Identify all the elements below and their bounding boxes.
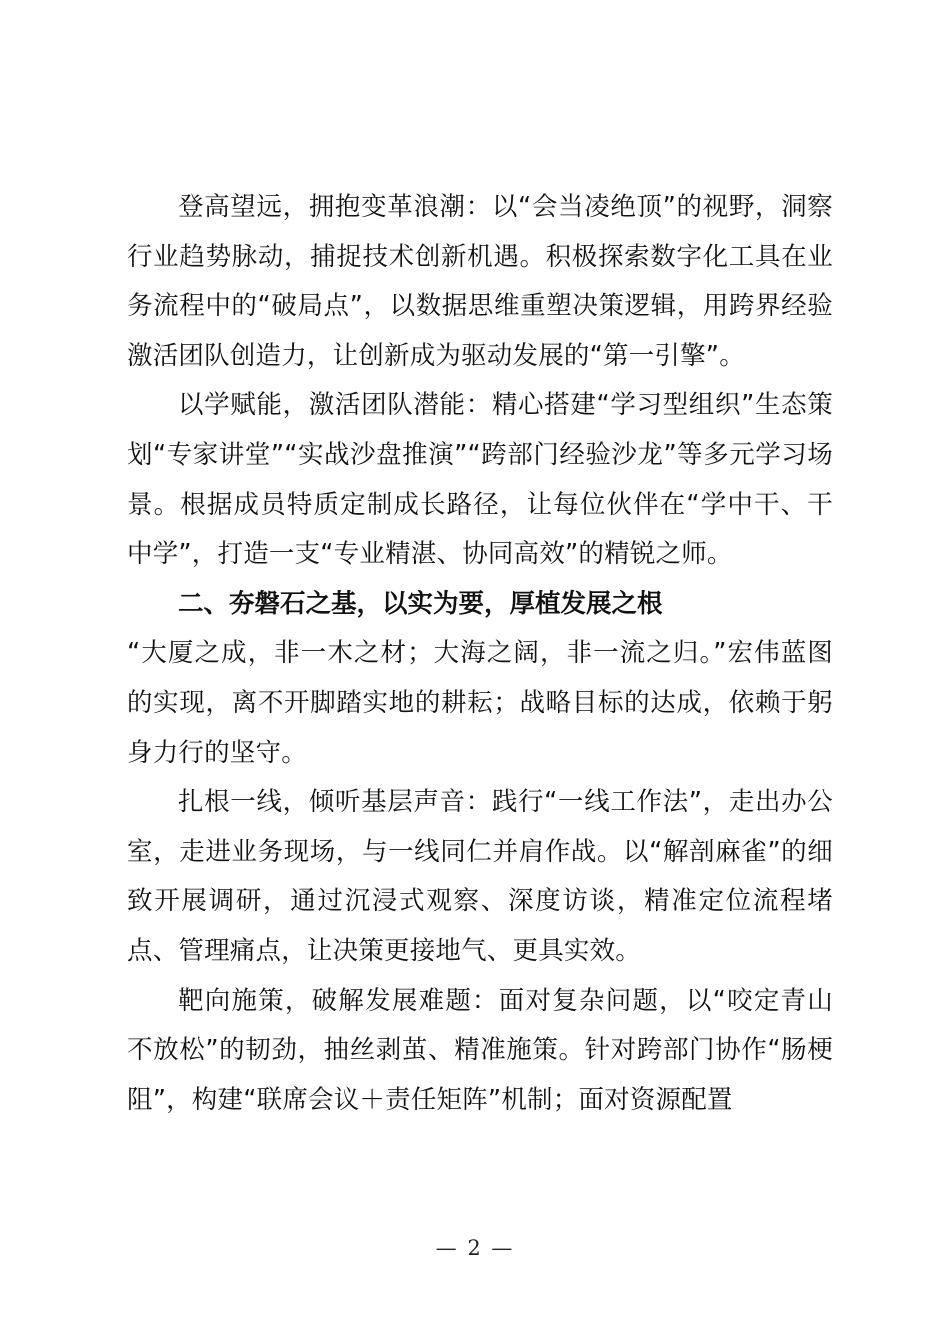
section-heading: 二、夯磐石之基，以实为要，厚植发展之根 <box>178 588 663 619</box>
paragraph-innovation: 登高望远，拥抱变革浪潮：以“会当凌绝顶”的视野，洞察行业趋势脉动，捕捉技术创新机遇。积极探索数字化工具在业务流程中的“破局点”，以数据思维重塑决策逻辑，用跨界经验激活团队创造力，让创新成为驱动发展的“第一引擎”。 <box>127 192 833 371</box>
paragraph-learning: 以学赋能，激活团队潜能：精心搭建“学习型组织”生态策划“专家讲堂”“实战沙盘推演”“跨部门经验沙龙”等多元学习场景。根据成员特质定制成长路径，让每位伙伴在“学中干、干中学”，打造一支“专业精湛、协同高效”的精锐之师。 <box>127 390 833 570</box>
document-body <box>127 183 833 1125</box>
paragraph-quote: “大厦之成，非一木之材；大海之阔，非一流之归。”宏伟蓝图的实现，离不开脚踏实地的耕耘；战略目标的达成，依赖于躬身力行的坚守。 <box>127 638 833 768</box>
paragraph-targeted-measures: 靶向施策，破解发展难题：面对复杂问题，以“咬定青山不放松”的韧劲，抽丝剥茧、精准施策。针对跨部门协作“肠梗阻”，构建“联席会议＋责任矩阵”机制；面对资源配置 <box>127 985 833 1115</box>
paragraph-frontline: 扎根一线，倾听基层声音：践行“一线工作法”，走出办公室，走进业务现场，与一线同仁并肩作战。以“解剖麻雀”的细致开展调研，通过沉浸式观察、深度访谈，精准定位流程堵点、管理痛点，让决策更接地气、更具实效。 <box>127 787 833 966</box>
page-number: — 2 — <box>435 1236 515 1260</box>
